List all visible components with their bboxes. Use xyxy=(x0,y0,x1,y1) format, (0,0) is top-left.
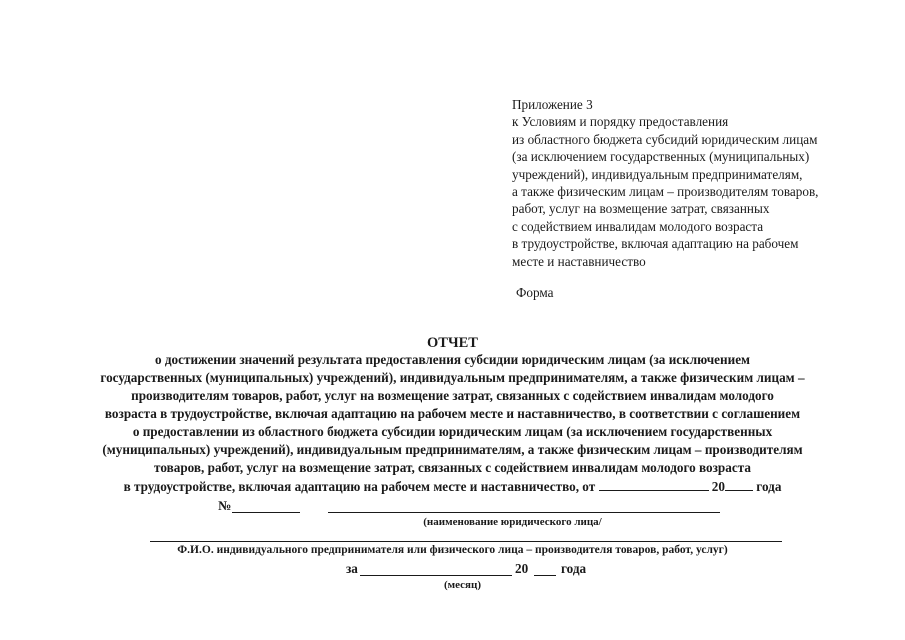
report-line: производителям товаров, работ, услуг на возмещение затрат, связанных с содействием инвалидам молодого xyxy=(131,388,774,403)
appendix-line: месте и наставничество xyxy=(512,253,646,269)
report-line: о достижении значений результата предоставления субсидии юридическим лицам (за исключением xyxy=(154,352,751,367)
year-suffix: года xyxy=(756,479,782,494)
number-sign: № xyxy=(218,498,232,513)
report-line: (муниципальных) учреждений), индивидуальным предпринимателям, а также физическим лицам – производителям xyxy=(102,442,803,457)
period-year-suffix: года xyxy=(561,561,587,576)
organization-caption: (наименование юридического лица/ xyxy=(423,516,602,528)
form-label: Форма xyxy=(516,285,554,300)
report-line: товаров, работ, услуг на возмещение затрат, связанных с содействием инвалидам молодого возраста xyxy=(154,460,751,475)
appendix-line: с содействием инвалидам молодого возраста xyxy=(512,218,764,234)
report-title: ОТЧЕТ xyxy=(427,335,478,351)
report-date-line xyxy=(0,478,905,495)
appendix-block xyxy=(512,96,892,270)
number-blank-field[interactable] xyxy=(232,512,300,513)
appendix-line: Приложение 3 xyxy=(512,97,593,112)
appendix-line: (за исключением государственных (муниципальных) xyxy=(512,149,810,165)
appendix-line: учреждений), индивидуальным предпринимателям, xyxy=(512,166,803,182)
appendix-line: в трудоустройстве, включая адаптацию на рабочем xyxy=(512,236,799,252)
date-blank-field[interactable] xyxy=(599,478,709,491)
period-year-blank-field[interactable] xyxy=(534,575,556,576)
year-prefix: 20 xyxy=(711,479,725,494)
report-line: о предоставлении из областного бюджета субсидии юридическим лицам (за исключением государственных xyxy=(132,424,773,439)
period-prefix: за xyxy=(346,561,358,576)
appendix-line: а также физическим лицам – производителям товаров, xyxy=(512,184,819,200)
report-line: возраста в трудоустройстве, включая адаптацию на рабочем месте и наставничество, в соответствии с соглашением xyxy=(104,406,801,421)
person-caption: Ф.И.О. индивидуального предпринимателя или физического лица – производителя товаров, работ, услуг) xyxy=(177,544,728,556)
report-line: государственных (муниципальных) учреждений), индивидуальным предпринимателям, а также физическим лицам – xyxy=(100,370,805,385)
year-blank-field[interactable] xyxy=(725,478,753,491)
appendix-line: работ, услуг на возмещение затрат, связанных xyxy=(512,201,770,217)
period-year-prefix: 20 xyxy=(515,561,529,576)
appendix-line: к Условиям и порядку предоставления xyxy=(512,114,729,130)
organization-blank-field[interactable] xyxy=(328,512,720,513)
month-caption: (месяц) xyxy=(443,579,481,591)
report-date-prefix: в трудоустройстве, включая адаптацию на рабочем месте и наставничество, от xyxy=(123,479,596,494)
month-blank-field[interactable] xyxy=(360,575,512,576)
person-blank-field[interactable] xyxy=(150,541,782,542)
appendix-line: из областного бюджета субсидий юридическим лицам xyxy=(512,131,818,147)
